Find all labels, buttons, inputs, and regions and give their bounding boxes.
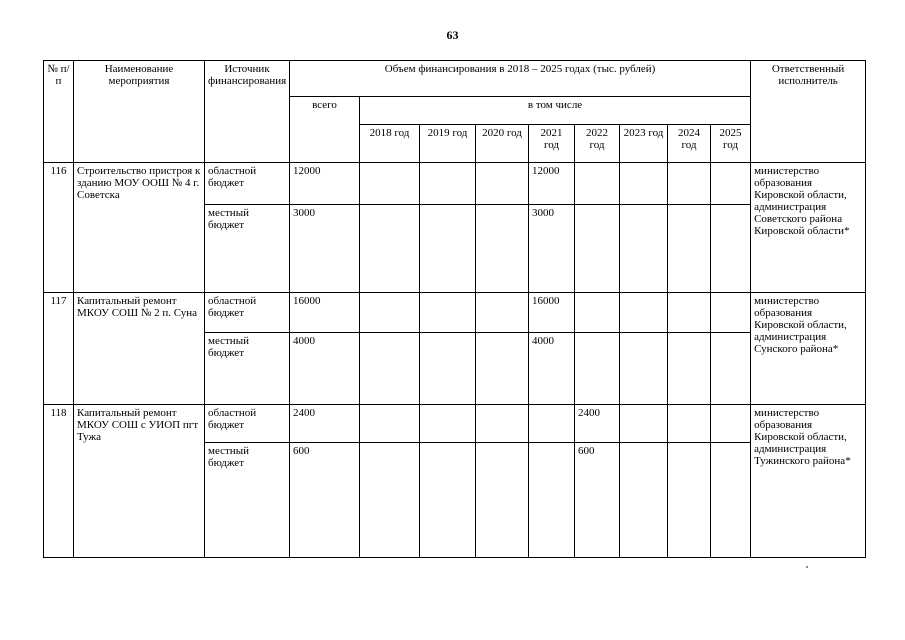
financing-table — [43, 60, 866, 558]
row-year-value: 16000 — [529, 293, 575, 333]
row-year-value — [360, 293, 420, 333]
row-source: местный бюджет — [205, 443, 290, 558]
header-year: 2018 год — [360, 125, 420, 163]
row-year-value — [575, 205, 620, 293]
header-year: 2025 год — [711, 125, 751, 163]
table-row — [44, 405, 866, 443]
row-source: областной бюджет — [205, 405, 290, 443]
header-year: 2024 год — [668, 125, 711, 163]
row-number: 117 — [44, 293, 74, 405]
row-year-value — [360, 163, 420, 205]
header-year: 2022 год — [575, 125, 620, 163]
row-total: 12000 — [290, 163, 360, 205]
row-year-value: 4000 — [529, 333, 575, 405]
row-year-value — [668, 443, 711, 558]
row-name: Капитальный ремонт МКОУ СОШ № 2 п. Суна — [74, 293, 205, 405]
row-year-value: 2400 — [575, 405, 620, 443]
row-year-value — [575, 333, 620, 405]
row-year-value: 3000 — [529, 205, 575, 293]
table-row — [44, 163, 866, 205]
row-year-value — [668, 163, 711, 205]
row-year-value — [420, 443, 476, 558]
row-source: областной бюджет — [205, 293, 290, 333]
row-year-value — [420, 293, 476, 333]
row-year-value — [620, 205, 668, 293]
header-source: Источник финансирования — [205, 61, 290, 163]
row-year-value — [620, 443, 668, 558]
scan-speck — [806, 566, 808, 568]
row-year-value: 12000 — [529, 163, 575, 205]
row-number: 116 — [44, 163, 74, 293]
page-number: 63 — [446, 28, 459, 42]
row-year-value — [360, 405, 420, 443]
row-total: 4000 — [290, 333, 360, 405]
row-year-value — [529, 443, 575, 558]
row-executor: министерство образования Кировской области, администрация Сунского района* — [751, 293, 866, 405]
header-name: Наименование мероприятия — [74, 61, 205, 163]
row-year-value — [668, 293, 711, 333]
row-year-value — [476, 443, 529, 558]
row-executor: министерство образования Кировской области, администрация Советского района Кировской области* — [751, 163, 866, 293]
row-year-value — [620, 333, 668, 405]
row-year-value — [476, 205, 529, 293]
row-year-value — [420, 333, 476, 405]
row-name: Капитальный ремонт МКОУ СОШ с УИОП пгт Тужа — [74, 405, 205, 558]
row-year-value — [575, 163, 620, 205]
row-total: 16000 — [290, 293, 360, 333]
row-year-value — [620, 293, 668, 333]
row-executor: министерство образования Кировской области, администрация Тужинского района* — [751, 405, 866, 558]
header-num: № п/п — [44, 61, 74, 163]
row-number: 118 — [44, 405, 74, 558]
row-year-value — [711, 443, 751, 558]
row-year-value — [420, 205, 476, 293]
row-year-value — [360, 333, 420, 405]
row-year-value — [668, 405, 711, 443]
header-year: 2021 год — [529, 125, 575, 163]
row-source: областной бюджет — [205, 163, 290, 205]
row-source: местный бюджет — [205, 205, 290, 293]
row-year-value — [360, 205, 420, 293]
row-year-value — [420, 405, 476, 443]
header-year: 2019 год — [420, 125, 476, 163]
header-volume: Объем финансирования в 2018 – 2025 годах (тыс. рублей) — [290, 61, 751, 97]
row-year-value — [711, 205, 751, 293]
row-year-value — [476, 405, 529, 443]
row-year-value — [360, 443, 420, 558]
header-total: всего — [290, 97, 360, 163]
row-total: 3000 — [290, 205, 360, 293]
row-year-value — [711, 163, 751, 205]
row-year-value — [476, 163, 529, 205]
row-source: местный бюджет — [205, 333, 290, 405]
row-year-value — [420, 163, 476, 205]
row-year-value — [711, 405, 751, 443]
row-year-value — [668, 333, 711, 405]
row-year-value — [529, 405, 575, 443]
row-year-value — [476, 333, 529, 405]
row-year-value — [668, 205, 711, 293]
header-including: в том числе — [360, 97, 751, 125]
header-year: 2023 год — [620, 125, 668, 163]
header-executor: Ответственный исполнитель — [751, 61, 866, 163]
row-year-value — [476, 293, 529, 333]
row-year-value — [575, 293, 620, 333]
row-year-value: 600 — [575, 443, 620, 558]
table-row — [44, 293, 866, 333]
row-year-value — [711, 333, 751, 405]
row-year-value — [620, 163, 668, 205]
row-total: 2400 — [290, 405, 360, 443]
row-year-value — [711, 293, 751, 333]
row-year-value — [620, 405, 668, 443]
row-name: Строительство пристроя к зданию МОУ ООШ № 4 г. Советска — [74, 163, 205, 293]
header-year: 2020 год — [476, 125, 529, 163]
row-total: 600 — [290, 443, 360, 558]
